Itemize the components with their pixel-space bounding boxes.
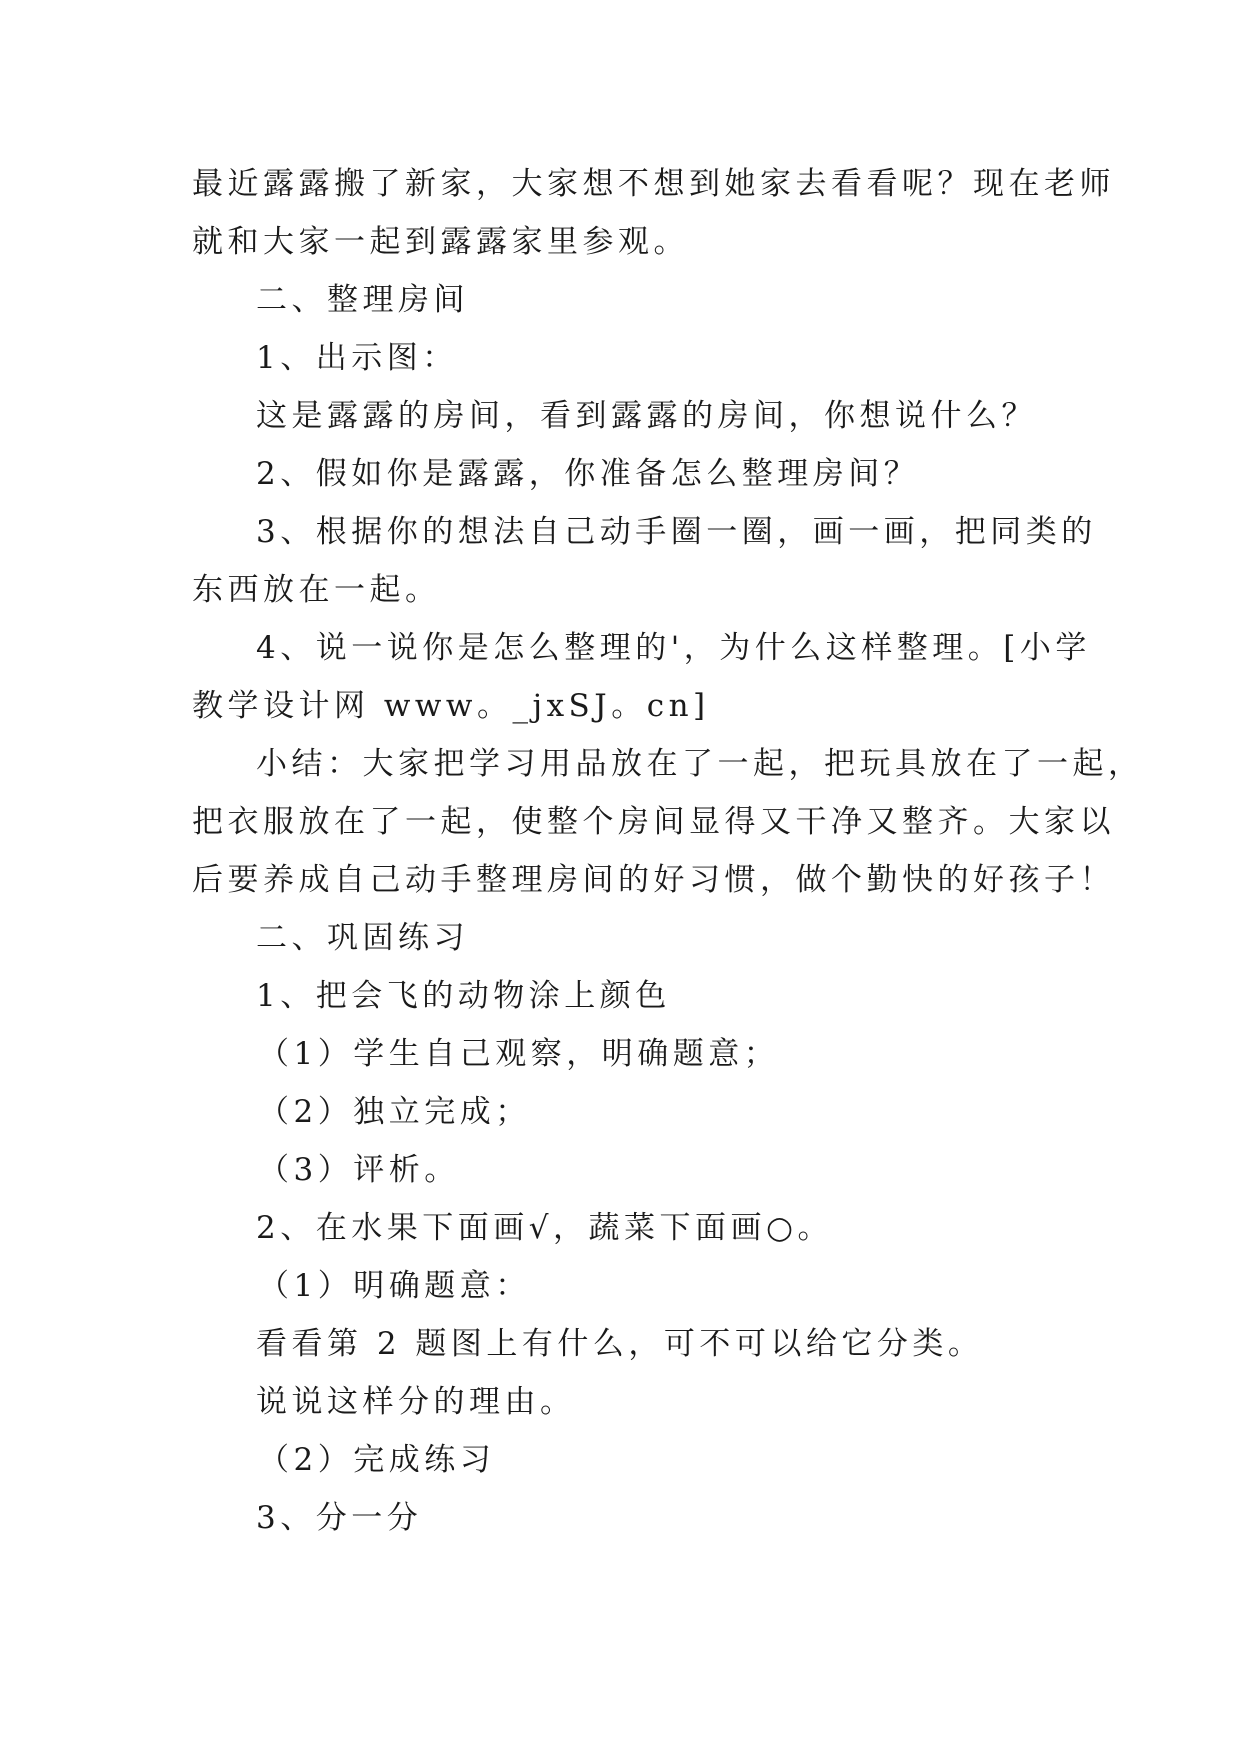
list-item: 1、把会飞的动物涂上颜色 (256, 978, 671, 1014)
list-item: 1、出示图： (256, 340, 458, 376)
summary-line: 小结：大家把学习用品放在了一起，把玩具放在了一起， (256, 746, 1144, 782)
section-heading: 二、整理房间 (256, 282, 469, 318)
list-item: 2、假如你是露露，你准备怎么整理房间？ (256, 456, 920, 492)
summary-line: 后要养成自己动手整理房间的好习惯，做个勤快的好孩子！ (192, 862, 1115, 898)
paragraph-line: 东西放在一起。 (192, 572, 441, 608)
list-item: 2、在水果下面画√，蔬菜下面画○。 (256, 1210, 834, 1246)
paragraph-line: 最近露露搬了新家，大家想不想到她家去看看呢？现在老师 (192, 166, 1115, 202)
list-item: 3、分一分 (256, 1500, 423, 1536)
sub-list-item: （1）明确题意： (258, 1268, 531, 1304)
paragraph-line: 这是露露的房间，看到露露的房间，你想说什么？ (256, 398, 1037, 434)
sub-list-item: （2）完成练习 (258, 1442, 496, 1478)
paragraph-line: 教学设计网 www。_jxSJ。cn] (192, 688, 710, 724)
paragraph-line: 看看第 2 题图上有什么，可不可以给它分类。 (256, 1326, 984, 1362)
sub-list-item: （2）独立完成； (258, 1094, 531, 1130)
paragraph-line: 说说这样分的理由。 (256, 1384, 576, 1420)
paragraph-line: 就和大家一起到露露家里参观。 (192, 224, 689, 260)
section-heading: 二、巩固练习 (256, 920, 469, 956)
sub-list-item: （3）评析。 (258, 1152, 460, 1188)
sub-list-item: （1）学生自己观察，明确题意； (258, 1036, 780, 1072)
summary-line: 把衣服放在了一起，使整个房间显得又干净又整齐。大家以 (192, 804, 1115, 840)
list-item: 3、根据你的想法自己动手圈一圈，画一画，把同类的 (256, 514, 1097, 550)
list-item: 4、说一说你是怎么整理的'，为什么这样整理。[小学 (256, 630, 1091, 666)
